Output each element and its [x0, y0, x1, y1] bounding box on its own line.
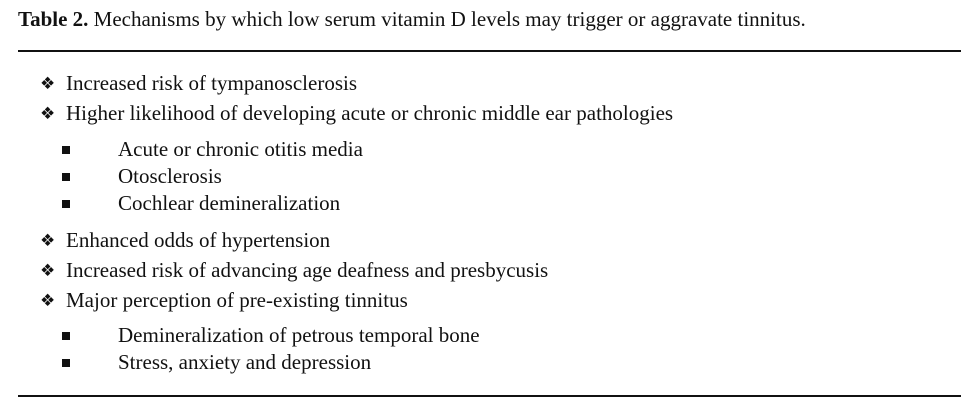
item-text: Higher likelihood of developing acute or chronic middle ear pathologies	[66, 101, 674, 125]
sub-list-item	[62, 190, 340, 216]
item-text: Acute or chronic otitis media	[118, 137, 363, 161]
sub-list-item	[62, 163, 222, 189]
list-item	[40, 100, 673, 127]
item-text: Cochlear demineralization	[118, 191, 341, 215]
diamond-bullet-icon: ❖	[40, 291, 56, 311]
diamond-bullet-icon: ❖	[40, 104, 56, 124]
square-bullet-icon	[62, 359, 70, 367]
item-text: Enhanced odds of hypertension	[66, 228, 331, 252]
item-text: Stress, anxiety and depression	[118, 350, 372, 374]
top-rule	[18, 50, 961, 52]
list-item	[40, 257, 548, 284]
item-text: Major perception of pre-existing tinnitus	[66, 288, 408, 312]
list-item	[40, 287, 408, 314]
table-caption	[18, 6, 806, 32]
diamond-bullet-icon: ❖	[40, 231, 56, 251]
item-text: Otosclerosis	[118, 164, 222, 188]
square-bullet-icon	[62, 200, 70, 208]
table-title: Mechanisms by which low serum vitamin D levels may trigger or aggravate tinnitus.	[88, 7, 806, 31]
sub-list-item	[62, 349, 371, 375]
sub-list-item	[62, 322, 480, 348]
item-text: Increased risk of advancing age deafness and presbycusis	[66, 258, 549, 282]
sub-list-item	[62, 136, 363, 162]
list-item	[40, 227, 330, 254]
item-text: Demineralization of petrous temporal bone	[118, 323, 480, 347]
bottom-rule	[18, 395, 961, 397]
table-label: Table 2.	[18, 7, 89, 31]
square-bullet-icon	[62, 173, 70, 181]
diamond-bullet-icon: ❖	[40, 74, 56, 94]
square-bullet-icon	[62, 332, 70, 340]
diamond-bullet-icon: ❖	[40, 261, 56, 281]
list-item	[40, 70, 357, 97]
square-bullet-icon	[62, 146, 70, 154]
item-text: Increased risk of tympanosclerosis	[66, 71, 357, 95]
